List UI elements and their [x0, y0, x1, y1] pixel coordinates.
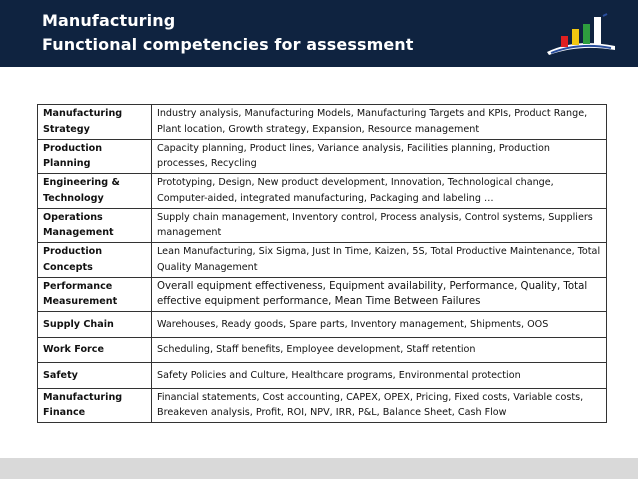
description-cell: Warehouses, Ready goods, Spare parts, Inventory management, Shipments, OOS — [152, 312, 607, 338]
category-cell: Manufacturing Strategy — [38, 105, 152, 140]
table-row — [38, 105, 607, 140]
table-row — [38, 363, 607, 389]
table-row — [38, 312, 607, 338]
category-cell: Production Concepts — [38, 243, 152, 278]
category-cell: Production Planning — [38, 139, 152, 174]
description-cell: Supply chain management, Inventory control, Process analysis, Control systems, Suppliers management — [152, 208, 607, 243]
category-cell: Performance Measurement — [38, 277, 152, 312]
category-cell: Engineering & Technology — [38, 174, 152, 209]
category-cell: Operations Management — [38, 208, 152, 243]
page-title-line1: Manufacturing — [42, 11, 176, 30]
description-cell: Financial statements, Cost accounting, CAPEX, OPEX, Pricing, Fixed costs, Variable costs, Breakeven analysis, Profit, ROI, NPV, IRR, P&L, Balance Sheet, Cash Flow — [152, 388, 607, 423]
description-cell: Scheduling, Staff benefits, Employee development, Staff retention — [152, 337, 607, 363]
bar-chart-logo-icon — [545, 12, 617, 56]
description-cell: Safety Policies and Culture, Healthcare programs, Environmental protection — [152, 363, 607, 389]
table-row — [38, 337, 607, 363]
table-row — [38, 243, 607, 278]
description-cell: Prototyping, Design, New product development, Innovation, Technological change, Computer-aided, integrated manufacturing, Packaging and labeling … — [152, 174, 607, 209]
footer-bar — [0, 458, 638, 479]
table-row — [38, 277, 607, 312]
description-cell: Lean Manufacturing, Six Sigma, Just In Time, Kaizen, 5S, Total Productive Maintenance, Total Quality Management — [152, 243, 607, 278]
competency-table — [37, 104, 607, 423]
category-cell: Supply Chain — [38, 312, 152, 338]
category-cell: Work Force — [38, 337, 152, 363]
description-cell: Overall equipment effectiveness, Equipment availability, Performance, Quality, Total effective equipment performance, Mean Time Between Failures — [152, 277, 607, 312]
table-row — [38, 174, 607, 209]
table-row — [38, 139, 607, 174]
page-title-line2: Functional competencies for assessment — [42, 35, 414, 54]
description-cell: Capacity planning, Product lines, Variance analysis, Facilities planning, Production processes, Recycling — [152, 139, 607, 174]
competency-table-container — [37, 104, 607, 423]
category-cell: Manufacturing Finance — [38, 388, 152, 423]
table-row — [38, 208, 607, 243]
table-row — [38, 388, 607, 423]
header-bar — [0, 0, 638, 67]
category-cell: Safety — [38, 363, 152, 389]
description-cell: Industry analysis, Manufacturing Models, Manufacturing Targets and KPIs, Product Range, Plant location, Growth strategy, Expansion, Resource management — [152, 105, 607, 140]
